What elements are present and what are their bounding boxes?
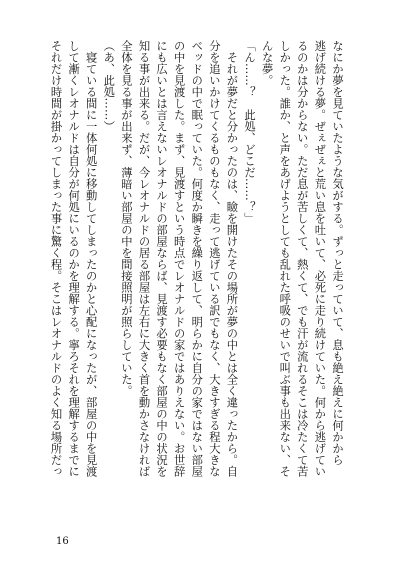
body-text — [50, 40, 346, 520]
text-line: 「ん……？ 此処、どこだ……？」 — [243, 40, 257, 224]
text-line: 分を追いかけてくるものもなく、走って逃げている訳でもなく、大きすぎる程大きな — [207, 40, 221, 477]
text-line: それだけ時間が掛かってしまった事に驚く程。そこはレオナルドのよく知る場所だっ — [50, 40, 63, 477]
text-line: ベッドの中で眠っていた。何度か瞬きを繰り返して、明らかに自分の家ではない部屋 — [190, 40, 204, 477]
text-line: 全体を見る事が出来ず、薄暗い部屋の中を間接照明が照らしていた。 — [119, 40, 133, 397]
text-line: の中を見渡した。まず、見渡すという時点でレオナルドの家ではありえない。お世辞 — [172, 40, 186, 477]
text-line: 知る事が出来る。だが、今レオナルドの居る部屋は左右に大きく首を動かさなければ — [137, 40, 151, 477]
text-line: るのかは分からない。ただ息が苦しくて、熱くて、でも汗が流れるそこは冷たくて苦 — [295, 40, 309, 477]
text-line: 寝ている間に一体何処に移動してしまったのかと心配になったが、部屋の中を見渡 — [84, 40, 98, 477]
text-line: 逃げ続ける夢。ぜぇぜぇと荒い息を吐いて、必死に走り続けていた。何から逃げてい — [313, 40, 327, 477]
text-line: んな夢。 — [260, 40, 274, 86]
text-line: なにか夢を見ていたような気がする。ずっと走っていて、息も絶え絶えに何かから — [331, 40, 344, 466]
text-line: それが夢だと分かったのは、瞼を開けたその場所が夢の中とは全く違ったから。自 — [225, 40, 239, 477]
page-number: 16 — [56, 536, 69, 547]
text-line: しかった。誰か、と声をあげようとしても乱れた呼吸のせいで叫ぶ事も出来ない、そ — [278, 40, 292, 477]
text-line: （あ、此処……） — [102, 40, 116, 132]
text-line: にも広いとは言えないレオナルドの部屋ならば、見渡す必要もなく部屋の中の状況を — [155, 40, 169, 477]
text-line: して漸くレオナルドは自分が何処にいるのかを理解する。寧ろそれを理解するまでに — [67, 40, 81, 477]
